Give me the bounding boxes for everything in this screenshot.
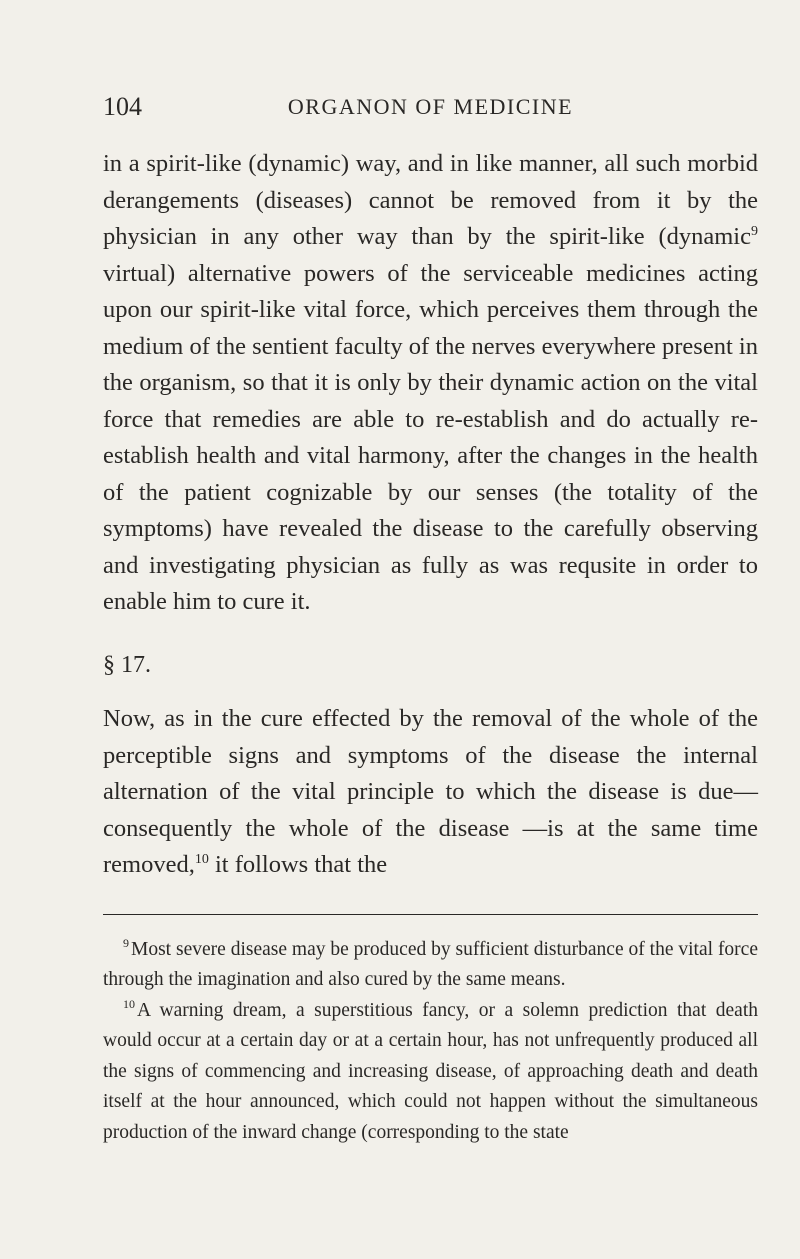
footnote-reference-10: 10 [194,851,209,867]
running-header [103,92,758,126]
paragraph-2-text-a: Now, as in the cure effected by the removal of the whole of the perceptible signs and symptoms of the disease the internal alternation of the vital principle to which the disease is due—consequently the whole of the disease —is at the same time removed, [103,705,758,878]
paragraph-1-text-a: in a spirit-like (dynamic) way, and in like manner, all such morbid derangements (diseases) cannot be removed from it by the physician in any other way than by the spirit-like (dynamic [103,150,758,250]
paragraph-2-text-b: it follows that the [208,851,388,878]
paragraph-section-17 [103,701,758,884]
footnote-9 [103,935,758,996]
main-text [103,146,758,884]
footnote-text: A warning dream, a superstitious fancy, or a solemn prediction that death would occur at a certain day or at a certain hour, has not unfrequently produced all the signs of commencing and increasing disease, of approaching death and death itself at the hour announced, which could not happen without the simultaneous production of the inward change (corresponding to the state [103,999,758,1143]
footnote-divider [103,914,758,915]
book-page [103,92,758,1148]
footnote-10 [103,996,758,1149]
running-title: ORGANON OF MEDICINE [287,94,574,119]
footnote-marker: 10 [123,997,135,1011]
page-number: 104 [103,92,142,121]
footnote-marker: 9 [123,936,129,950]
footnote-reference-9: 9 [751,223,758,239]
paragraph-1-text-b: virtual) alternative powers of the serviceable medicines acting upon our spirit-like vital force, which perceives them through the medium of the sentient faculty of the nerves everywhere present in the organism, so that it is only by their dynamic action on the vital force that remedies are able to re-establish and do actually re-establish health and vital harmony, after the changes in the health of the patient cognizable by our senses (the totality of the symptoms) have revealed the disease to the carefully observing and investigating physician as fully as was requsite in order to enable him to cure it. [103,259,758,615]
section-heading: § 17. [103,651,151,678]
paragraph-continued [103,146,758,621]
footnotes [103,935,758,1149]
footnote-text: Most severe disease may be produced by sufficient disturbance of the vital force through the imagination and also cured by the same means. [103,938,758,990]
